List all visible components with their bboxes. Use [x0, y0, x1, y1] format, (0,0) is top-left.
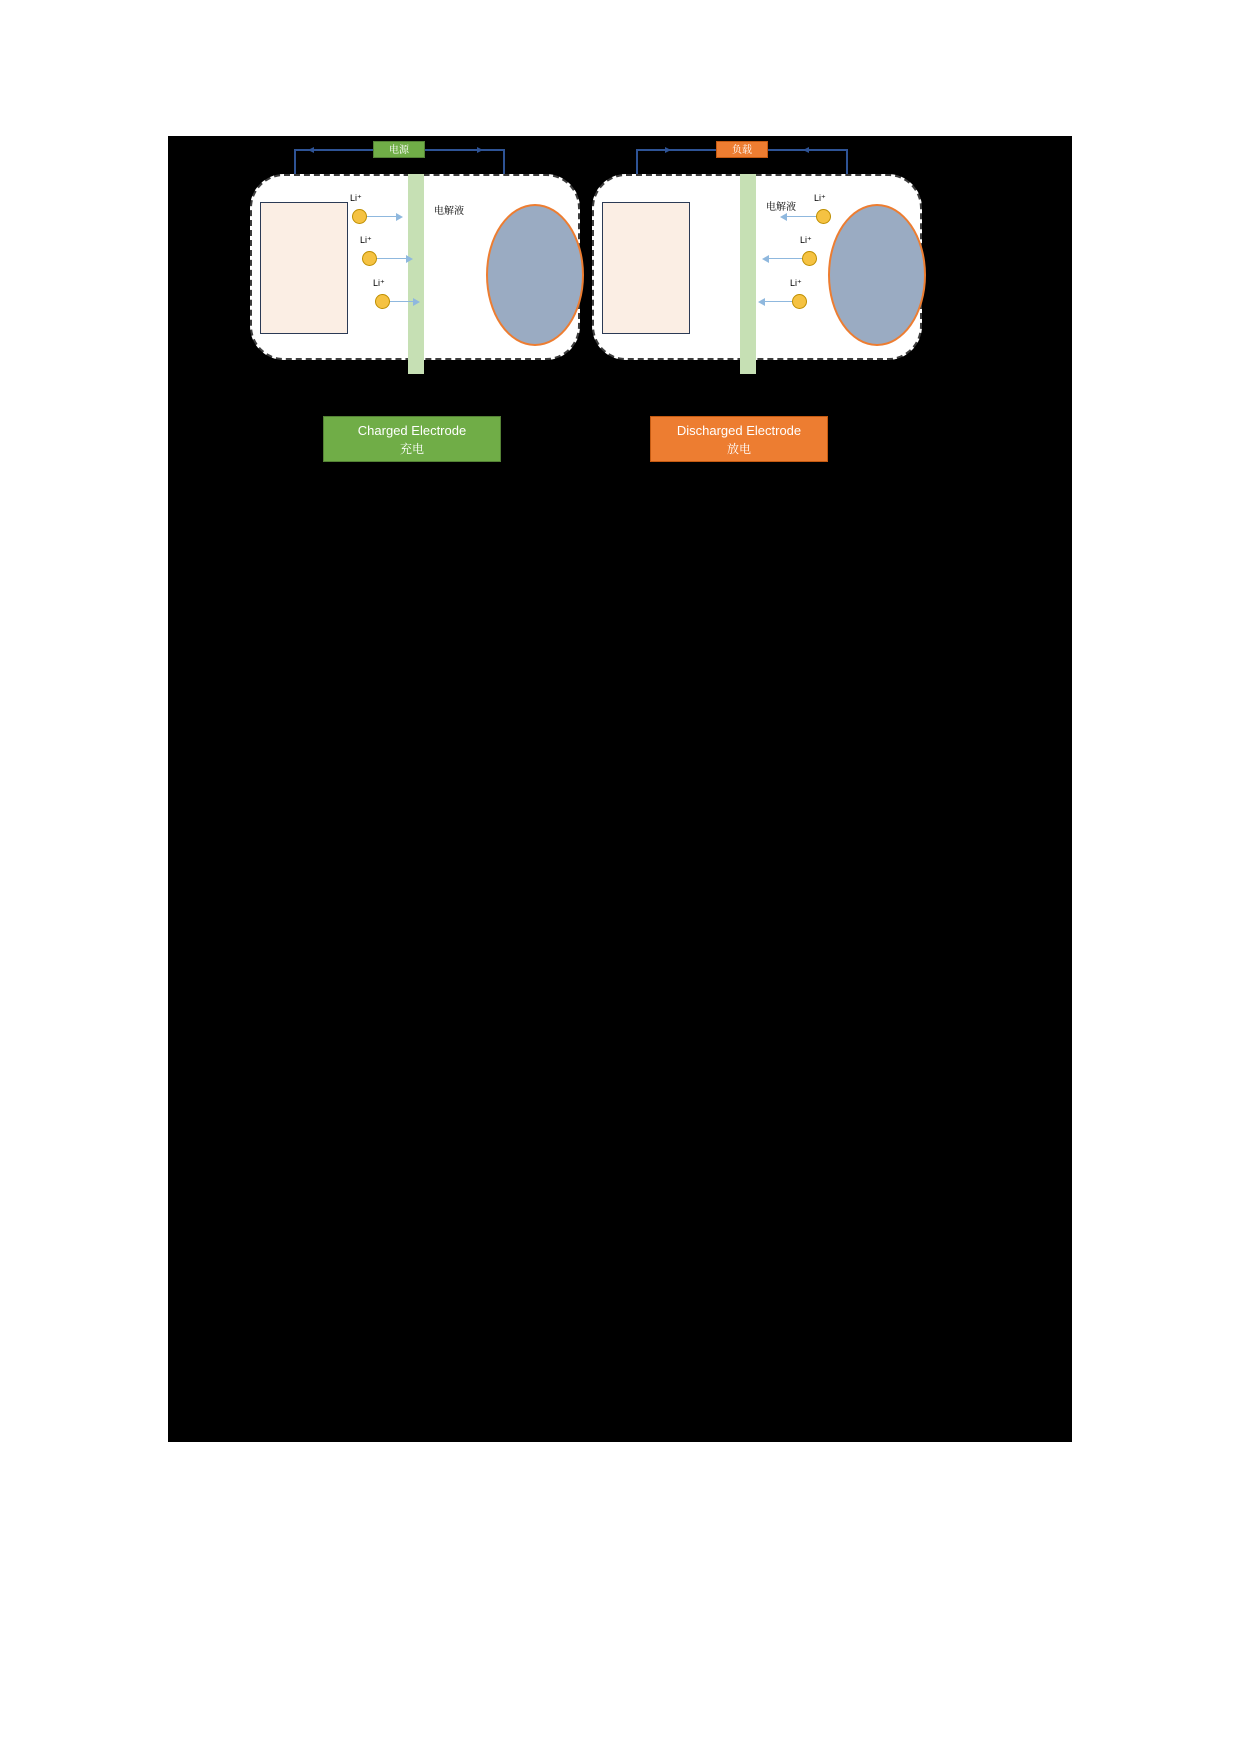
cathode-electrode-left — [486, 204, 584, 346]
power-source-label: 电源 — [373, 141, 425, 158]
anode-electrode-right — [602, 202, 690, 334]
arrow-shaft — [787, 216, 819, 218]
ion-motion-arrow-right-1 — [780, 212, 819, 221]
arrowhead-right-icon — [406, 255, 413, 263]
lithium-ion-left-3 — [375, 294, 390, 309]
arrow-shaft — [769, 258, 805, 260]
dashed-line — [648, 149, 665, 151]
arrowhead-right-icon — [413, 298, 420, 306]
electron-flow-arrow-right-out — [648, 145, 671, 154]
document-canvas — [168, 136, 1072, 1442]
electron-flow-arrow-left-out — [460, 145, 483, 154]
caption-discharged-en: Discharged Electrode — [676, 423, 802, 438]
wire-left-top-left-segment — [294, 149, 374, 151]
lithium-ion-left-1 — [352, 209, 367, 224]
ion-motion-arrow-right-3 — [758, 297, 793, 306]
lithium-ion-label-right-2: Li⁺ — [800, 235, 812, 245]
lithium-ion-label-right-3: Li⁺ — [790, 278, 802, 288]
lithium-ion-label-right-1: Li⁺ — [814, 193, 826, 203]
caption-charged-en: Charged Electrode — [357, 423, 467, 438]
electron-flow-arrow-right-in — [803, 145, 826, 154]
cathode-electrode-right — [828, 204, 926, 346]
lithium-ion-left-2 — [362, 251, 377, 266]
electron-flow-arrow-left-in — [308, 145, 331, 154]
separator-membrane-left — [408, 174, 424, 374]
arrowhead-right-icon — [477, 147, 483, 153]
arrowhead-right-icon — [396, 213, 403, 221]
caption-discharged-electrode — [650, 416, 828, 462]
caption-charged-cn: 充电 — [399, 442, 424, 456]
dashed-line — [809, 149, 826, 151]
lithium-ion-right-1 — [816, 209, 831, 224]
dashed-line — [460, 149, 477, 151]
arrowhead-left-icon — [758, 298, 765, 306]
lithium-ion-right-3 — [792, 294, 807, 309]
arrow-shaft — [765, 301, 793, 303]
lithium-ion-label-left-1: Li⁺ — [350, 193, 362, 203]
ion-motion-arrow-right-2 — [762, 254, 805, 263]
caption-charged-electrode — [323, 416, 501, 462]
arrowhead-left-icon — [780, 213, 787, 221]
arrowhead-right-icon — [665, 147, 671, 153]
lithium-ion-right-2 — [802, 251, 817, 266]
battery-diagram — [168, 136, 1072, 486]
anode-electrode-left — [260, 202, 348, 334]
electrolyte-label-right: 电解液 — [766, 202, 796, 213]
electrolyte-label-left: 电解液 — [434, 206, 464, 217]
lithium-ion-label-left-3: Li⁺ — [373, 278, 385, 288]
dashed-line — [314, 149, 331, 151]
load-label: 负载 — [716, 141, 768, 158]
arrowhead-left-icon — [762, 255, 769, 263]
separator-membrane-right — [740, 174, 756, 374]
lithium-ion-label-left-2: Li⁺ — [360, 235, 372, 245]
caption-discharged-cn: 放电 — [726, 442, 751, 456]
